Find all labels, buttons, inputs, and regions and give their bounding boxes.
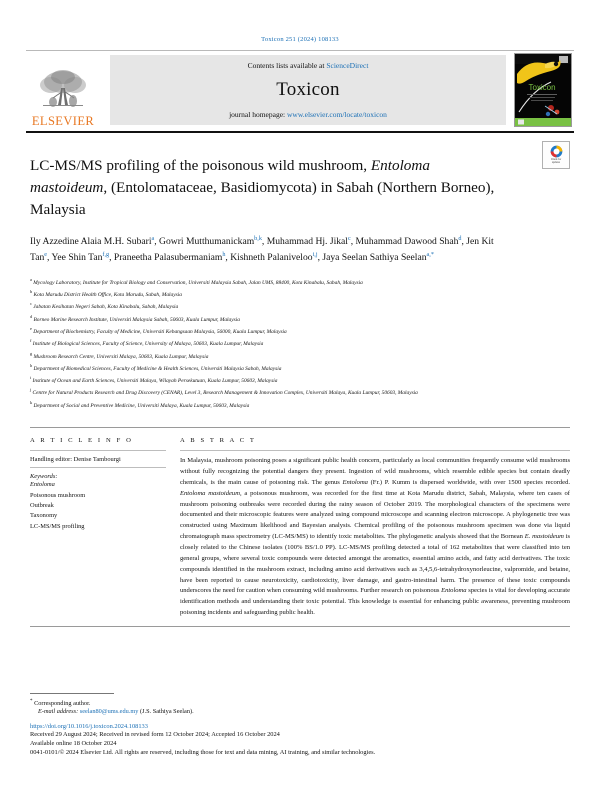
crossmark-badge[interactable] <box>542 141 570 169</box>
abstract-i3: E. mastoideum <box>524 533 564 541</box>
footnote-asterisk: * <box>30 699 33 705</box>
abstract-p3: , a poisonous mushroom, was recorded for the first time at Kota Marudu district, Sabah, Malaysia, where ten cases of mushroom poisoning outbreaks were recorded during the rainy season of October 2019. The morphological characters of the specimens were documented and their microscopic features were analyzed using compound microscope and scanning electron microscope. A phylogenetic tree was constructed using Maximum likelihood and Bayesian analysis. Chemical profiling of the poisonous mushroom specimen was done via liquid chromatograph mass spectrometry (LC-MS/MS) to identify toxic metabolites. The phylogenetic analysis showed that the Bornean <box>180 489 570 541</box>
email-link[interactable]: seelan80@ums.edu.my <box>79 707 139 715</box>
author-name: Gowri Mutthumanickam <box>159 236 255 248</box>
article-info-heading: A R T I C L E I N F O <box>30 437 133 445</box>
keyword-item: Entoloma <box>30 481 55 489</box>
journal-homepage-link[interactable]: www.elsevier.com/locate/toxicon <box>287 110 387 119</box>
affiliation-mark: a <box>30 276 32 282</box>
abstract-p2: (Fr.) P. Kumm is dispersed worldwide, with over 1500 species recorded. <box>367 478 570 486</box>
affiliation-mark: g <box>30 350 33 356</box>
abstract-heading: A B S T R A C T <box>180 437 257 445</box>
keyword-item: Outbreak <box>30 501 54 509</box>
info-abstract-band <box>30 427 570 619</box>
svg-text:Toxicon: Toxicon <box>528 83 556 92</box>
contents-line <box>248 61 369 70</box>
affiliation-mark: k <box>30 399 33 405</box>
crossmark-label <box>551 159 561 165</box>
title-block <box>30 155 570 221</box>
author-list: Ily Azzedine Alaia M.H. Subari$^a$, Gowri Mutthumanickam$^{b,k}$, Muhammad Hj. Jikal$^c$, Muhammad Dawood Shah$^d$, Jen Kit Tan$^e$, Yee Shin Tan$^{f,g}$, Praneetha Palasubermaniam$^h$, Kishneth Palaniveloo$^{i,j}$, Jaya Seelan Sathiya Seelan$^{a,*}$ <box>30 235 494 263</box>
author-affiliation-mark: i,j <box>312 250 318 258</box>
abstract-column <box>180 437 570 619</box>
journal-masthead <box>26 50 574 129</box>
page-footer <box>30 693 570 756</box>
affiliation-text: Department of Social and Preventive Medicine, Universiti Malaya, Kuala Lumpur, 50603, Malaysia <box>32 402 250 409</box>
abstract-text <box>180 456 570 619</box>
affiliation-mark: i <box>30 375 32 381</box>
affiliation-item <box>30 313 570 325</box>
author-affiliation-mark: a,* <box>426 250 434 258</box>
title-species: mastoideum <box>30 179 104 197</box>
affiliation-list <box>30 276 570 412</box>
title-part-2: , (Entolomataceae, Basidiomycota) in Sabah (Northern Borneo), Malaysia <box>30 179 495 219</box>
affiliation-mark: d <box>30 313 33 319</box>
info-divider-bottom <box>30 467 166 468</box>
affiliation-item <box>30 276 570 288</box>
running-head: Toxicon 251 (2024) 108133 <box>261 36 339 43</box>
copyright-line: 0041-0101/© 2024 Elsevier Ltd. All rights are reserved, including those for text and data mining, AI training, and similar technologies. <box>30 749 376 756</box>
affiliation-item <box>30 350 570 362</box>
article-info-column <box>30 437 180 619</box>
author-name: Ily Azzedine Alaia M.H. Subari <box>30 236 152 248</box>
keyword-item: LC-MS/MS profiling <box>30 522 85 530</box>
email-label: E-mail address: <box>38 707 79 715</box>
abstract-divider <box>180 450 570 451</box>
author-name: Jen Kit Tan <box>30 236 494 263</box>
affiliation-text: Institute of Biological Sciences, Faculty of Science, University of Malaya, 50603, Kuala Lumpur, Malaysia <box>31 340 264 347</box>
sciencedirect-link[interactable]: ScienceDirect <box>326 61 369 70</box>
crossmark-line1: Check for <box>550 158 562 162</box>
cover-artwork-icon <box>515 54 571 126</box>
affiliation-text: Department of Biochemistry, Faculty of Medicine, Universiti Kebangsaan Malaysia, 56000, Kuala Lumpur, Malaysia <box>31 328 287 335</box>
affiliation-mark: b <box>30 288 33 294</box>
email-line <box>38 708 570 715</box>
author-name: Muhammad Dawood Shah <box>355 236 459 248</box>
abstract-p4: is closely related to the Chinese isolates (100% BS/1.0 PP). LC-MS/MS profiling detected a total of 162 metabolites that were classified into ten general groups, where several toxic compounds were detected amongst the aromatics, essential amino acids, and fatty acid derivatives. The toxic compounds identified in the mushroom extract, including amino acid derivatives such as 3,4,5,6-tetrahydroxynorleucine, valpromide, and betaine, have been reported to cause neurotoxicity, cardiotoxicity, liver damage, and gastro-intestinal harm. The presence of these toxic compounds underscores the need for caution when consuming wild mushrooms. Further research on poisonous <box>180 533 570 595</box>
affiliation-text: Kota Marudu District Health Office, Kota Marudu, Sabah, Malaysia <box>32 291 182 298</box>
keyword-item: Taxonomy <box>30 512 58 520</box>
abstract-p1: In Malaysia, mushroom poisoning poses a significant public health concern, particularly as local communities frequently consume wild mushrooms without fully recognizing the potential dangers they present. Ingestion of wild mushrooms, which resemble edible species but contain deadly chemicals, is the main cause of poisoning risk. The genus <box>180 457 570 486</box>
homepage-prefix: journal homepage: <box>229 110 287 119</box>
journal-cover-thumbnail <box>514 53 572 127</box>
contents-prefix: Contents lists available at <box>247 61 327 70</box>
footnote-rule <box>30 693 114 694</box>
masthead-bottom-rule <box>26 131 574 133</box>
keyword-item: Poisonous mushroom <box>30 491 86 499</box>
author-name: Yee Shin Tan <box>51 252 103 263</box>
affiliation-item <box>30 374 570 386</box>
author-affiliation-mark: b,k <box>254 235 262 243</box>
affiliation-text: Centre for Natural Products Research and Drug Discovery (CENAR), Level 3, Research Management & Innovation Complex, Universiti Malaya, Kuala Lumpur, 50603, Malaysia <box>31 390 418 397</box>
author-name: Jaya Seelan Sathiya Seelan <box>322 252 427 263</box>
affiliation-item <box>30 337 570 349</box>
doi-link[interactable]: https://doi.org/10.1016/j.toxicon.2024.108133 <box>30 722 148 730</box>
journal-cover-cell <box>512 51 574 129</box>
author-affiliation-mark: d <box>458 235 462 243</box>
affiliation-item <box>30 288 570 300</box>
affiliation-item <box>30 399 570 411</box>
affiliation-text: Mycology Laboratory, Institute for Tropical Biology and Conservation, Universiti Malaysia Sabah, Jalan UMS, 88400, Kota Kinabalu, Sabah, Malaysia <box>31 279 363 286</box>
author-affiliation-mark: h <box>222 250 226 258</box>
author-affiliation-mark: e <box>44 250 47 258</box>
email-owner: (J.S. Sathiya Seelan). <box>139 707 194 715</box>
homepage-line <box>229 110 387 119</box>
affiliation-text: Institute of Ocean and Earth Sciences, Universiti Malaya, Wilayah Persekutuan, Kuala Lumpur, 50603, Malaysia <box>31 377 278 384</box>
keywords-label: Keywords: <box>30 473 58 481</box>
affiliation-mark: f <box>30 338 32 344</box>
elsevier-wordmark: ELSEVIER <box>31 113 95 128</box>
abstract-i2: Entoloma mastoideum <box>180 489 240 497</box>
corresponding-author-text: Corresponding author. <box>34 700 91 708</box>
affiliation-item <box>30 362 570 374</box>
crossmark-icon <box>550 145 563 158</box>
author-name: Kishneth Palaniveloo <box>230 252 313 263</box>
abstract-i4: Entoloma <box>441 587 467 595</box>
corresponding-author-note <box>30 699 570 707</box>
affiliation-text: Mushroom Research Centre, Universiti Malaya, 50603, Kuala Lumpur, Malaysia <box>32 353 209 360</box>
affiliation-item <box>30 300 570 312</box>
available-online: Available online 18 October 2024 <box>30 740 117 748</box>
affiliation-mark: j <box>30 387 32 393</box>
affiliation-text: Borneo Marine Research Institute, Universiti Malaysia Sabah, 50603, Kuala Lumpur, Malaysia <box>32 316 240 323</box>
band-bottom-rule <box>30 626 570 627</box>
affiliation-text: Department of Biomedical Sciences, Faculty of Medicine & Health Sciences, Universiti Malaysia Sabah, Malaysia <box>32 365 282 372</box>
author-affiliation-mark: c <box>347 235 351 243</box>
affiliation-mark: c <box>30 301 32 307</box>
keyword-list <box>30 480 166 532</box>
affiliation-item <box>30 325 570 337</box>
affiliation-text: Jabatan Kesihatan Negeri Sabah, Kota Kinabalu, Sabah, Malaysia <box>31 303 179 310</box>
handling-editor: Handling editor: Denise Tambourgi <box>30 456 121 464</box>
affiliation-item <box>30 386 570 398</box>
info-divider-top <box>30 450 166 451</box>
title-genus: Entoloma <box>370 157 430 174</box>
author-affiliation-mark: a <box>151 235 155 243</box>
abstract-p5: species is vital for developing accurate identification methods and understanding their toxic potential. This knowledge is essential for enhancing public awareness, preventing mushroom poisoning incidents and safeguarding public health. <box>180 587 570 617</box>
masthead-center <box>110 55 506 125</box>
author-affiliation-mark: f,g <box>102 250 110 258</box>
title-part-1: LC-MS/MS profiling of the poisonous wild mushroom, <box>30 157 371 174</box>
author-name: Praneetha Palasubermaniam <box>113 252 223 263</box>
abstract-i1: Entoloma <box>342 478 368 486</box>
page-title <box>30 155 500 221</box>
affiliation-mark: h <box>30 362 33 368</box>
journal-title: Toxicon <box>276 79 340 100</box>
received-history: Received 29 August 2024; Received in revised form 12 October 2024; Accepted 16 October 2024 <box>30 730 280 738</box>
author-name: Muhammad Hj. Jikal <box>266 236 348 248</box>
elsevier-tree-icon <box>37 68 89 114</box>
elsevier-logo <box>26 51 100 129</box>
crossmark-line2: updates <box>552 161 560 164</box>
affiliation-mark: e <box>30 325 32 331</box>
